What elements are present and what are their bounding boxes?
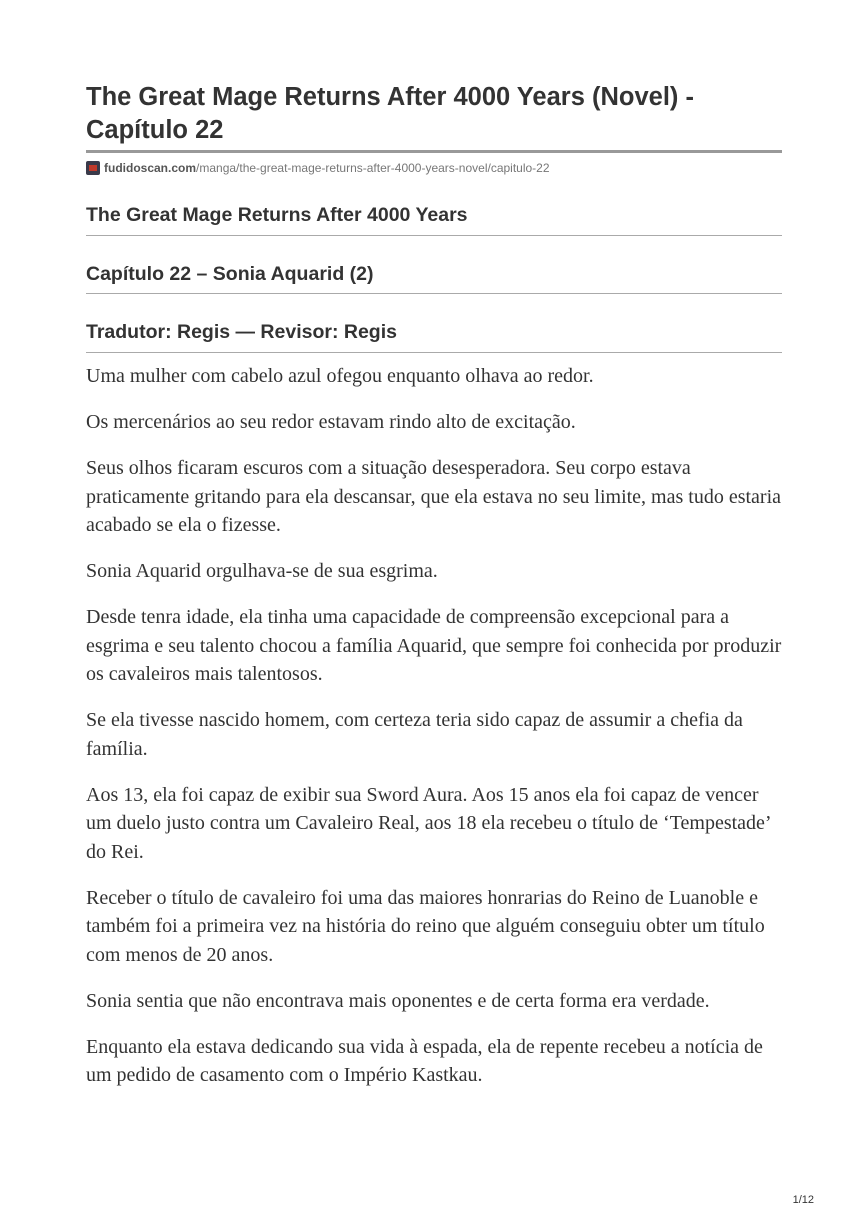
paragraph: Seus olhos ficaram escuros com a situação desesperadora. Seu corpo estava praticamente gritando para ela descansar, que ela estava no seu limite, mas tudo estaria acabado se ela o fizesse. [86,457,782,536]
paragraph: Enquanto ela estava dedicando sua vida à espada, ela de repente recebeu a notícia de um pedido de casamento com o Império Kastkau. [86,1035,763,1086]
chapter-body [86,362,786,1107]
paragraph: Sonia Aquarid orgulhava-se de sua esgrima. [86,560,438,582]
heading-chapter: Capítulo 22 – Sonia Aquarid (2) [86,263,374,285]
heading-divider [86,235,782,236]
source-link[interactable] [86,159,550,177]
heading-credits: Tradutor: Regis — Revisor: Regis [86,321,397,343]
heading-divider [86,352,782,353]
paragraph: Receber o título de cavaleiro foi uma das maiores honrarias do Reino de Luanoble e também foi a primeira vez na história do reino que alguém conseguiu obter um título com menos de 20 anos. [86,886,765,966]
paragraph: Sonia sentia que não encontrava mais oponentes e de certa forma era verdade. [86,989,710,1012]
source-domain[interactable]: fudidoscan.com [104,161,197,175]
heading-novel-title: The Great Mage Returns After 4000 Years [86,204,468,226]
paragraph: Uma mulher com cabelo azul ofegou enquanto olhava ao redor. [86,365,594,387]
paragraph: Os mercenários ao seu redor estavam rindo alto de excitação. [86,411,576,433]
page-title: The Great Mage Returns After 4000 Years (Novel) - Capítulo 22 [86,83,694,144]
heading-divider [86,293,782,294]
title-divider [86,150,782,153]
paragraph: Se ela tivesse nascido homem, com certeza teria sido capaz de assumir a chefia da família. [86,709,743,760]
site-favicon-icon [86,161,100,175]
paragraph: Desde tenra idade, ela tinha uma capacidade de compreensão excepcional para a esgrima e seu talento chocou a família Aquarid, que sempre foi conhecida por produzir os cavaleiros mais talentosos. [86,606,782,685]
page-number: 1/12 [792,1194,814,1206]
paragraph: Aos 13, ela foi capaz de exibir sua Sword Aura. Aos 15 anos ela foi capaz de vencer um duelo justo contra um Cavaleiro Real, aos 18 ela recebeu o título de ‘Tempestade’ do Rei. [86,783,771,863]
source-path[interactable]: /manga/the-great-mage-returns-after-4000-years-novel/capitulo-22 [196,161,550,175]
